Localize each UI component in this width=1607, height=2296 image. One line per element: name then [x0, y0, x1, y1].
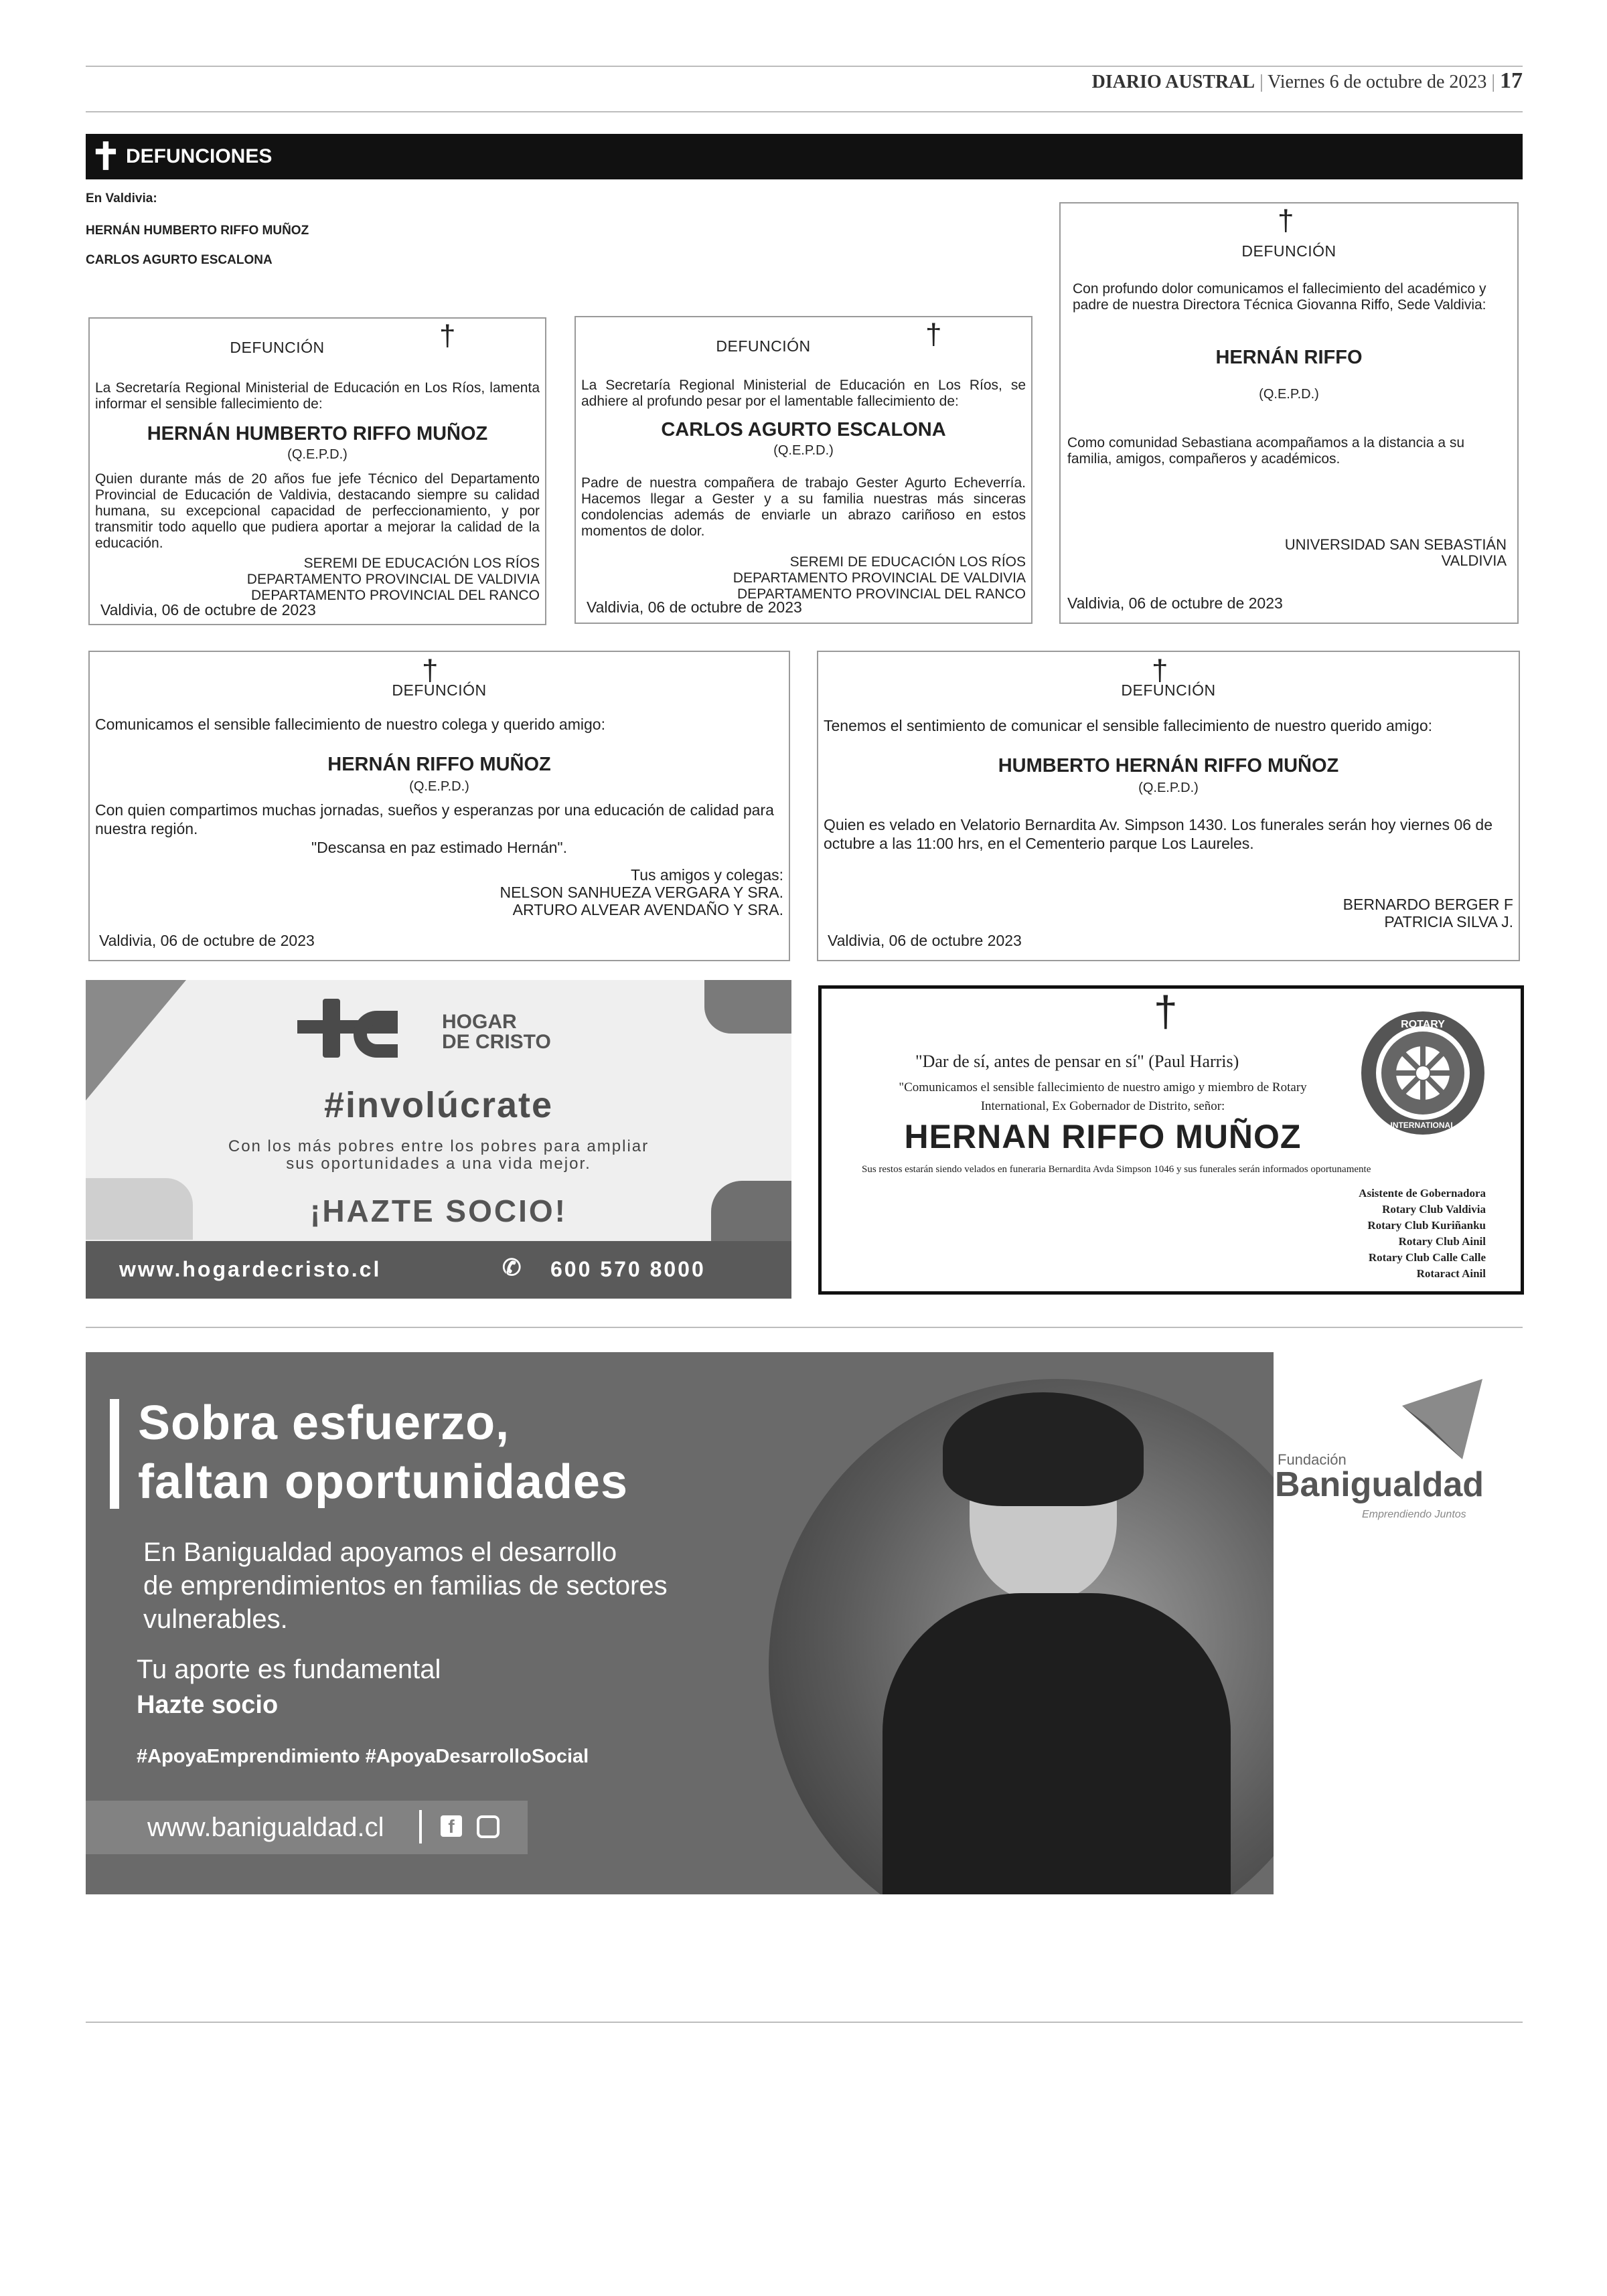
headline-line: faltan oportunidades [138, 1455, 629, 1509]
rotary-text-line: "Comunicamos el sensible fallecimiento de nuestro amigo y miembro de Rotary [899, 1080, 1307, 1094]
issue-date: Viernes 6 de octubre de 2023 [1268, 72, 1487, 92]
notice-quote: "Descansa en paz estimado Hernán". [311, 839, 567, 856]
rotary-logo-icon [1357, 1007, 1488, 1139]
signature [1343, 896, 1513, 930]
signature [733, 554, 1026, 602]
notice-body: Quien durante más de 20 años fue jefe Técnico del Departamento Provincial de Educación de Valdivia, destacando siempre su calidad humana, su excepcional capacidad de perfeccionamiento, y por transmitir todo aquello que pudiera aportar a mejorar la calidad de la educación. [95, 471, 540, 551]
cross-icon: † [439, 319, 456, 352]
header-rule [86, 111, 1523, 112]
intro-city: En Valdivia: [86, 191, 157, 206]
brand-line: DE CRISTO [442, 1031, 551, 1053]
banig-cta[interactable]: Hazte socio [137, 1691, 279, 1719]
notice-intro: Tenemos el sentimiento de comunicar el sensible fallecimiento de nuestro querido amigo: [824, 717, 1432, 734]
death-notice [88, 317, 546, 625]
rotary-text-line: International, Ex Gobernador de Distrito, señor: [980, 1099, 1225, 1113]
notice-date: Valdivia, 06 de octubre de 2023 [587, 598, 802, 616]
death-notice [817, 651, 1520, 961]
kite-icon [1389, 1379, 1489, 1459]
phone-icon: ✆ [502, 1255, 524, 1281]
notice-title: DEFUNCIÓN [1121, 681, 1216, 699]
signature-line: ARTURO ALVEAR AVENDAÑO Y SRA. [512, 901, 783, 918]
notice-body: Padre de nuestra compañera de trabajo Gester Agurto Echeverría. Hacemos llegar a Gester y a su familia nuestras más sinceras condolencias además de enviarle un abrazo cariñoso en estos momentos de dolor. [581, 475, 1026, 539]
logo-tag: Emprendiendo Juntos [1362, 1509, 1466, 1520]
signature-line: DEPARTAMENTO PROVINCIAL DEL RANCO [737, 586, 1026, 602]
rotary-logo-text-bottom: INTERNATIONAL [1390, 1121, 1456, 1130]
notice-date: Valdivia, 06 de octubre de 2023 [1067, 594, 1283, 612]
notice-body: Quien es velado en Velatorio Bernardita Av. Simpson 1430. Los funerales serán hoy viernes 06 de octubre a las 11:00 hrs, en el Cementerio parque Los Laureles. [824, 816, 1493, 852]
death-notice [575, 316, 1032, 624]
notice-intro: Con profundo dolor comunicamos el fallecimiento del académico y padre de nuestra Directora Técnica Giovanna Riffo, Sede Valdivia: [1073, 281, 1486, 313]
deceased-name: HERNÁN HUMBERTO RIFFO MUÑOZ [147, 423, 488, 444]
cross-icon: † [925, 318, 942, 351]
club-item: Rotary Club Kuriñanku [1367, 1219, 1486, 1232]
club-item: Rotary Club Calle Calle [1368, 1251, 1486, 1264]
deceased-name: HUMBERTO HERNÁN RIFFO MUÑOZ [998, 755, 1339, 776]
deceased-name: CARLOS AGURTO ESCALONA [661, 419, 946, 440]
accent-bar [110, 1399, 119, 1509]
page-number: 17 [1500, 68, 1523, 93]
banig-url[interactable]: www.banigualdad.cl [147, 1813, 384, 1842]
logo-name: Banigualdad [1275, 1465, 1484, 1504]
hogar-hashtag: #involúcrate [323, 1085, 554, 1125]
decor-shape [704, 980, 791, 1034]
banig-body [143, 1536, 668, 1636]
intro-name: CARLOS AGURTO ESCALONA [86, 253, 273, 267]
brand-line: HOGAR [442, 1011, 517, 1033]
rotary-logo-text-top: ROTARY [1401, 1019, 1445, 1030]
notice-title: DEFUNCIÓN [1241, 242, 1336, 260]
page-header: DIARIO AUSTRAL | Viernes 6 de octubre de 2023 | 17 [1091, 68, 1523, 93]
rotary-text [862, 1078, 1344, 1116]
body-line: vulnerables. [143, 1605, 288, 1634]
banig-url-bar [86, 1801, 528, 1854]
hogar-logo-icon [297, 999, 398, 1059]
signature-line: SEREMI DE EDUCACIÓN LOS RÍOS [789, 554, 1026, 570]
bottom-rule [86, 2022, 1523, 2023]
rotary-clubs [1359, 1185, 1486, 1282]
headline-line: Sobra esfuerzo, [138, 1396, 510, 1450]
club-item: Rotary Club Ainil [1398, 1235, 1486, 1248]
death-notice [88, 651, 790, 961]
club-item: Rotaract Ainil [1416, 1267, 1486, 1280]
hogar-url[interactable]: www.hogardecristo.cl [119, 1257, 382, 1281]
newspaper-name: DIARIO AUSTRAL [1091, 72, 1255, 92]
qepd: (Q.E.P.D.) [1259, 387, 1319, 402]
notice-body: Como comunidad Sebastiana acompañamos a la distancia a su familia, amigos, compañeros y académicos. [1067, 435, 1465, 467]
signature-line: PATRICIA SILVA J. [1384, 913, 1513, 930]
signature-line: DEPARTAMENTO PROVINCIAL DEL RANCO [251, 588, 540, 603]
notice-title: DEFUNCIÓN [716, 337, 811, 355]
tagline-line: sus oportunidades a una vida mejor. [286, 1155, 591, 1173]
signature-line: UNIVERSIDAD SAN SEBASTIÁN [1284, 536, 1507, 553]
body-line: de emprendimientos en familias de sectores [143, 1571, 668, 1601]
cross-icon: † [422, 654, 439, 687]
signature-line: SEREMI DE EDUCACIÓN LOS RÍOS [303, 556, 540, 571]
signature-line: BERNARDO BERGER F [1343, 896, 1513, 913]
signature-line: NELSON SANHUEZA VERGARA Y SRA. [500, 884, 783, 901]
hogar-cta[interactable]: ¡HAZTE SOCIO! [310, 1194, 567, 1228]
notice-body: Con quien compartimos muchas jornadas, sueños y esperanzas por una educación de calidad para nuestra región. [95, 801, 774, 837]
signature-line: DEPARTAMENTO PROVINCIAL DE VALDIVIA [246, 572, 540, 587]
qepd: (Q.E.P.D.) [1138, 781, 1199, 795]
cross-icon: ✝ [90, 135, 122, 177]
instagram-icon[interactable] [477, 1815, 500, 1838]
notice-intro: Comunicamos el sensible fallecimiento de nuestro colega y querido amigo: [95, 716, 605, 733]
banig-hashtags: #ApoyaEmprendimiento #ApoyaDesarrolloSocial [137, 1746, 589, 1767]
facebook-icon[interactable]: f [441, 1815, 462, 1837]
tagline-line: Con los más pobres entre los pobres para ampliar [228, 1137, 649, 1155]
cross-icon: † [1152, 654, 1168, 687]
notice-intro: La Secretaría Regional Ministerial de Educación en Los Ríos, se adhiere al profundo pesar por el lamentable fallecimiento de: [581, 378, 1026, 409]
logo-small: Fundación [1278, 1451, 1347, 1468]
banigualdad-logo [1275, 1379, 1496, 1540]
rotary-note: Sus restos estarán siendo velados en funeraria Bernardita Avda Simpson 1046 y sus funerales serán informados oportunamente [862, 1164, 1371, 1175]
qepd: (Q.E.P.D.) [409, 779, 469, 794]
notice-title: DEFUNCIÓN [230, 339, 325, 356]
intro-name: HERNÁN HUMBERTO RIFFO MUÑOZ [86, 224, 309, 238]
hogar-de-cristo-ad [86, 980, 791, 1299]
qepd: (Q.E.P.D.) [773, 443, 834, 458]
banigualdad-ad [86, 1352, 1274, 1894]
hogar-phone[interactable]: 600 570 8000 [550, 1257, 706, 1281]
hogar-tagline [86, 1138, 791, 1173]
signature-line: DEPARTAMENTO PROVINCIAL DE VALDIVIA [733, 570, 1026, 586]
hogar-footer [86, 1241, 791, 1299]
signature [1285, 537, 1507, 569]
deceased-name: HERNÁN RIFFO MUÑOZ [327, 754, 551, 775]
signature-line: Tus amigos y colegas: [631, 866, 783, 884]
club-item: Asistente de Gobernadora [1359, 1187, 1486, 1200]
notice-title: DEFUNCIÓN [392, 681, 487, 699]
banig-headline [138, 1394, 628, 1511]
woman-photo [769, 1379, 1274, 1894]
top-rule [86, 66, 1523, 67]
club-item: Rotary Club Valdivia [1382, 1203, 1486, 1216]
signature [247, 556, 540, 604]
rotary-notice [818, 985, 1524, 1295]
rotary-deceased-name: HERNAN RIFFO MUÑOZ [904, 1118, 1302, 1155]
notice-date: Valdivia, 06 de octubre de 2023 [100, 601, 316, 619]
section-bar [86, 134, 1523, 179]
notice-date: Valdivia, 06 de octubre 2023 [828, 932, 1022, 949]
deceased-name: HERNÁN RIFFO [1215, 347, 1363, 368]
section-rule [86, 1327, 1523, 1328]
banig-support: Tu aporte es fundamental [137, 1655, 441, 1684]
rotary-quote: "Dar de sí, antes de pensar en sí" (Paul Harris) [915, 1052, 1239, 1071]
signature-line: VALDIVIA [1441, 552, 1507, 569]
notice-date: Valdivia, 06 de octubre de 2023 [99, 932, 315, 949]
qepd: (Q.E.P.D.) [287, 447, 348, 462]
decor-shape [86, 980, 186, 1100]
notice-intro: La Secretaría Regional Ministerial de Educación en Los Ríos, lamenta informar el sensible fallecimiento de: [95, 380, 540, 412]
cross-icon: † [1278, 204, 1294, 237]
body-line: En Banigualdad apoyamos el desarrollo [143, 1538, 617, 1567]
hogar-brand [442, 1012, 551, 1052]
cross-icon: † [1154, 987, 1178, 1036]
signature [500, 866, 783, 918]
section-title: DEFUNCIONES [126, 145, 273, 167]
death-notice [1059, 202, 1519, 624]
